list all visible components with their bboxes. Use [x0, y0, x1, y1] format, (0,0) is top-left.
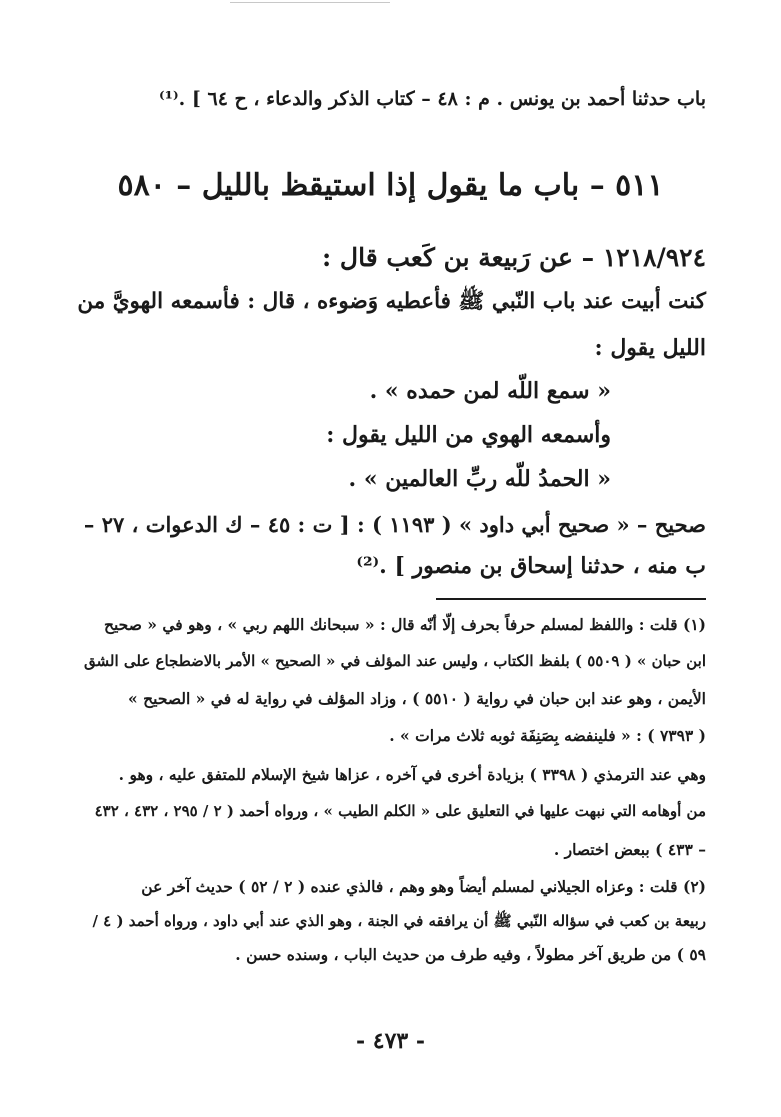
chapter-title: ٥١١ – باب ما يقول إذا استيقظ بالليل – ٥٨٠ — [117, 168, 664, 203]
footnote-line: وهي عند الترمذي ( ٣٣٩٨ ) بزيادة أخرى في آخره ، عزاها شيخ الإسلام للمتفق عليه ، وهو . — [118, 765, 706, 784]
footnote-line: ٥٩ ) من طريق آخر مطولاً ، وفيه طرف من حديث الباب ، وسنده حسن . — [235, 945, 706, 964]
footnote-line: (٢) قلت : وعزاه الجيلاني لمسلم أيضاً وهو وهم ، فالذي عنده ( ٢ / ٥٢ ) حديث آخر عن — [141, 877, 706, 896]
footnote-line: (١) قلت : واللفظ لمسلم حرفاً بحرف إلّا أنّه قال : « سبحانك اللهم ربي » ، وهو في « صحيح — [104, 615, 706, 634]
hadith-text-line: « الحمدُ للّه ربِّ العالمين » . — [348, 466, 611, 492]
footnote-line: من أوهامه التي نبهت عليها في التعليق على « الكلم الطيب » ، ورواه أحمد ( ٢ / ٢٩٥ ، ٤٣٢ ، ٤٣٢ — [94, 802, 706, 820]
footnote-line: ابن حبان » ( ٥٥٠٩ ) بلفظ الكتاب ، وليس عند المؤلف في « الصحيح » الأمر بالاضطجاع على الشق — [84, 652, 706, 670]
scan-edge-line — [230, 2, 390, 3]
hadith-text-line: الليل يقول : — [594, 335, 706, 361]
hadith-number-line: ١٢١٨/٩٢٤ – عن رَبيعة بن كَعب قال : — [322, 243, 706, 272]
hadith-text-line: « سمع اللّه لمن حمده » . — [369, 378, 611, 404]
grade-label: صحيح – — [636, 512, 706, 537]
footnote-line: ( ٧٣٩٣ ) : « فلينفضه بِصَنِفَة ثوبه ثلاث مرات » . — [389, 726, 706, 745]
hadith-text-line: وأسمعه الهوي من الليل يقول : — [326, 422, 611, 448]
page-number: - ٤٧٣ - — [355, 1028, 426, 1054]
grade-source: « صحيح أبي داود » ( ١١٩٣ ) : [ ت : ٤٥ – ك الدعوات ، ٢٧ – — [83, 512, 637, 537]
footnote-separator — [436, 598, 706, 600]
hadith-grade-line — [75, 512, 706, 537]
hadith-text-line: كنت أبيت عند باب النّبي ﷺ فأعطيه وَضوءه ، قال : فأسمعه الهويَّ من — [77, 289, 706, 314]
footnote-line: الأيمن ، وهو عند ابن حبان في رواية ( ٥٥١٠ ) ، وزاد المؤلف في رواية له في « الصحيح » — [128, 689, 706, 708]
hadith-grade-line-2: ب منه ، حدثنا إسحاق بن منصور ] .⁽²⁾ — [356, 553, 706, 579]
footnote-line: ربيعة بن كعب في سؤاله النّبي ﷺ أن يرافقه في الجنة ، وهو الذي عند أبي داود ، ورواه أحمد ( ٤ / — [92, 912, 706, 930]
previous-hadith-reference: باب حدثنا أحمد بن يونس . م : ٤٨ – كتاب الذكر والدعاء ، ح ٦٤ ] .⁽¹⁾ — [158, 88, 706, 110]
footnote-line: – ٤٣٣ ) ببعض اختصار . — [553, 840, 706, 859]
